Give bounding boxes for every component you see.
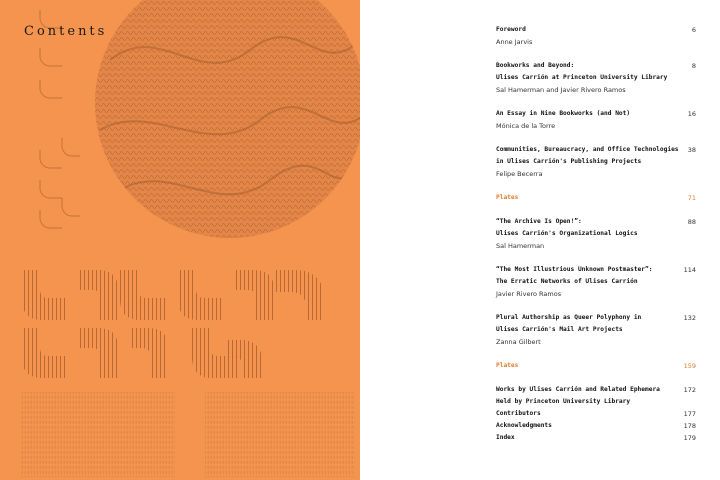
toc-entry-title: Plural Authorship as Queer Polyphony in <box>496 314 642 321</box>
toc-entry-author: Sal Hamerman and Javier Rivero Ramos <box>496 86 626 94</box>
toc-entry-title: Acknowledgments <box>496 422 552 429</box>
toc-entry-title: Ulises Carrión's Organizational Logics <box>496 230 638 237</box>
dotted-texture-left <box>20 392 175 477</box>
embossed-hooks <box>40 10 80 228</box>
toc-entry-author: Mónica de la Torre <box>496 122 556 130</box>
toc-entry-title: Ulises Carrión's Mail Art Projects <box>496 326 623 333</box>
toc-entry-page-number: 172 <box>683 386 696 394</box>
toc-entry-page-number: 71 <box>687 194 696 202</box>
toc-entry-title: Bookworks and Beyond: <box>496 62 575 69</box>
toc-entry-author: Anne Jarvis <box>496 38 533 46</box>
toc-entry-page-number: 132 <box>683 314 696 322</box>
toc-entry-title: in Ulises Carrión's Publishing Projects <box>496 158 642 165</box>
toc-entry-title: “The Archive Is Open!”: <box>496 218 582 225</box>
toc-entry-page-number: 178 <box>683 422 696 430</box>
toc-entry-title: Communities, Bureaucracy, and Office Technologies <box>496 146 679 153</box>
toc-entry-title: “The Most Illustrious Unknown Postmaster”: <box>496 266 653 273</box>
toc-entry-title: Contributors <box>496 410 541 417</box>
toc-entry-title: Foreword <box>496 26 526 33</box>
toc-entry-title: Plates <box>496 194 519 201</box>
toc-entry-page-number: 6 <box>691 26 696 34</box>
toc-entry-page-number: 88 <box>687 218 696 226</box>
toc-entry-page-number: 38 <box>687 146 696 154</box>
toc-entry-title: Plates <box>496 362 519 369</box>
toc-entry-page-number: 179 <box>683 434 696 442</box>
toc-entry-title: An Essay in Nine Bookworks (and Not) <box>496 110 631 117</box>
toc-entry-title: Works by Ulises Carrión and Related Ephemera <box>496 386 660 393</box>
toc-entry-title: Held by Princeton University Library <box>496 398 631 405</box>
contents-heading: Contents <box>24 24 108 39</box>
dotted-texture-right <box>205 392 355 477</box>
striped-hook-shapes <box>22 270 324 378</box>
toc-entry-page-number: 16 <box>687 110 696 118</box>
toc-entry-page-number: 8 <box>691 62 696 70</box>
toc-entry-page-number: 159 <box>683 362 696 370</box>
toc-entry-author: Zanna Gilbert <box>496 338 541 346</box>
toc-entry-author: Felipe Becerra <box>496 170 543 178</box>
toc-entry-title: Index <box>496 434 515 441</box>
toc-entry-page-number: 177 <box>683 410 696 418</box>
toc-entry-author: Javier Rivero Ramos <box>496 290 562 298</box>
toc-entry-title: Ulises Carrión at Princeton University Library <box>496 74 668 81</box>
toc-entry-author: Sal Hamerman <box>496 242 545 250</box>
table-of-contents-page <box>360 0 720 480</box>
toc-entry-page-number: 114 <box>683 266 696 274</box>
toc-entry-title: The Erratic Networks of Ulises Carrión <box>496 278 638 285</box>
